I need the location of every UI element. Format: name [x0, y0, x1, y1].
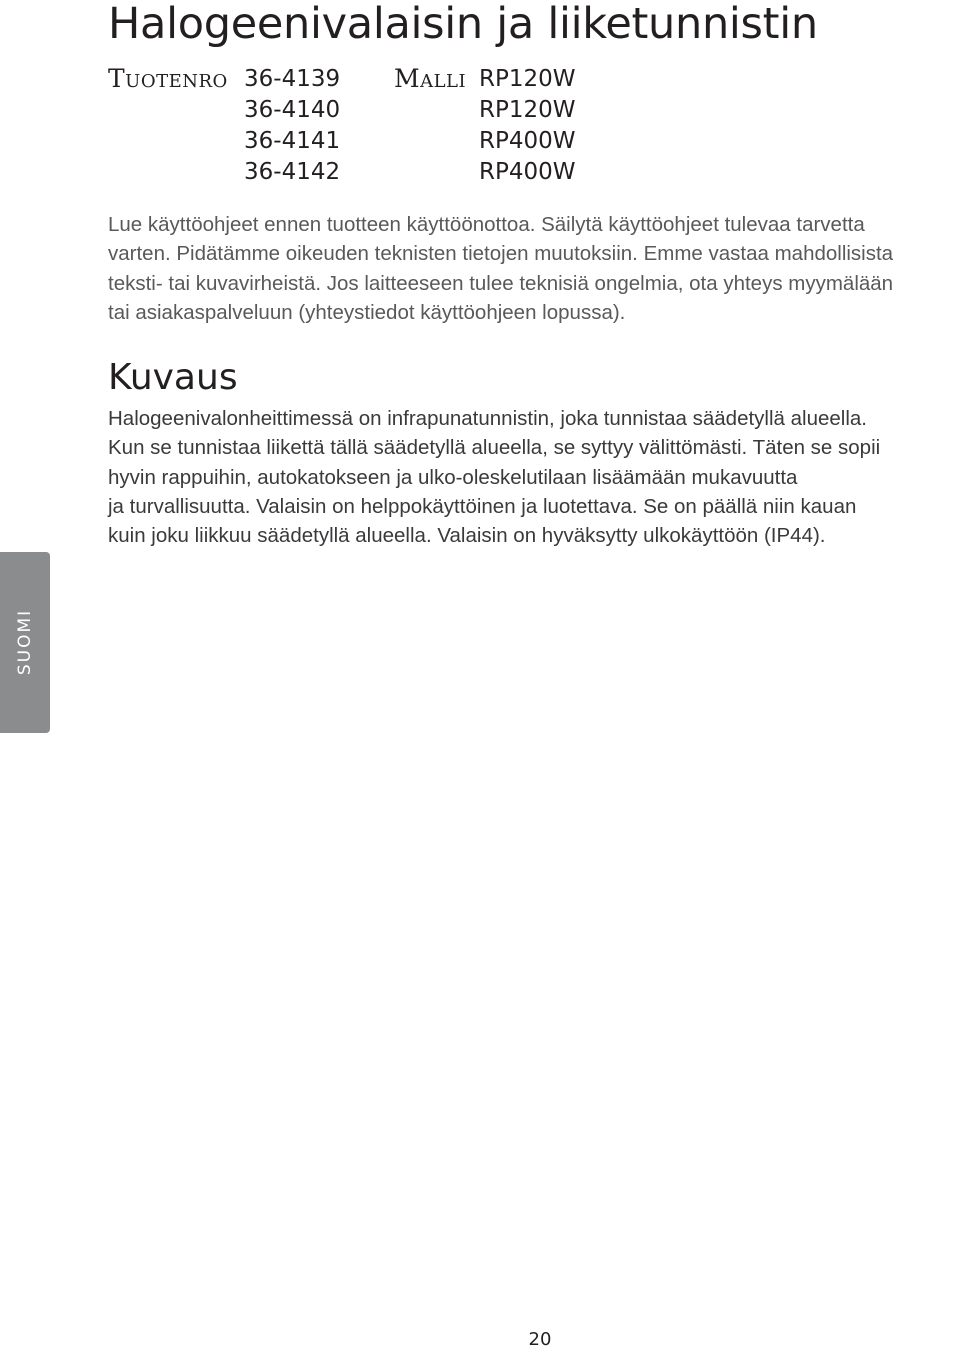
- model-name: RP120W: [479, 66, 576, 92]
- description-paragraph: Halogeenivalonheittimessä on infrapunatunnistin, joka tunnistaa säädetyllä alueella. Kun se tunnistaa liikettä tällä säädetyllä alueella, se syttyy välittömästi. Täten se sopii hyvin rappuihin, autokatokseen ja ulko-oleskelutilaan lisäämään mukavuutta ja turvallisuutta. Valaisin on helppokäyttöinen ja luotettava. Se on päällä niin kauan kuin joku liikkuu säädetyllä alueella. Valaisin on hyväksytty ulkokäyttöön (IP44).: [108, 407, 881, 548]
- intro-paragraph: Lue käyttöohjeet ennen tuotteen käyttöönottoa. Säilytä käyttöohjeet tulevaa tarvetta varten. Pidätämme oikeuden teknisten tietojen muutoksiin. Emme vastaa mahdollisista teksti- tai kuvavirheistä. Jos laitteeseen tulee teknisiä ongelmia, ota yhteys myymälään tai asiakaspalveluun (yhteystiedot käyttöohjeen lopussa).: [108, 213, 894, 324]
- product-spec-table: [108, 60, 668, 188]
- document-title: Halogeenivalaisin ja liiketunnistin: [108, 0, 818, 49]
- product-number-list: [244, 64, 340, 188]
- model-name: RP400W: [479, 128, 576, 154]
- model-label: Malli: [394, 64, 467, 93]
- section-heading-kuvaus: Kuvaus: [108, 357, 238, 398]
- model-list: [479, 64, 576, 188]
- language-tab-label: SUOMI: [15, 608, 35, 676]
- product-number: 36-4141: [244, 128, 341, 154]
- language-tab: [0, 552, 50, 733]
- model-name: RP400W: [479, 159, 576, 185]
- product-number: 36-4139: [244, 66, 341, 92]
- product-number: 36-4140: [244, 97, 341, 123]
- model-name: RP120W: [479, 97, 576, 123]
- product-number-label: Tuotenro: [108, 64, 228, 93]
- page-number: 20: [528, 1329, 552, 1350]
- product-number: 36-4142: [244, 159, 341, 185]
